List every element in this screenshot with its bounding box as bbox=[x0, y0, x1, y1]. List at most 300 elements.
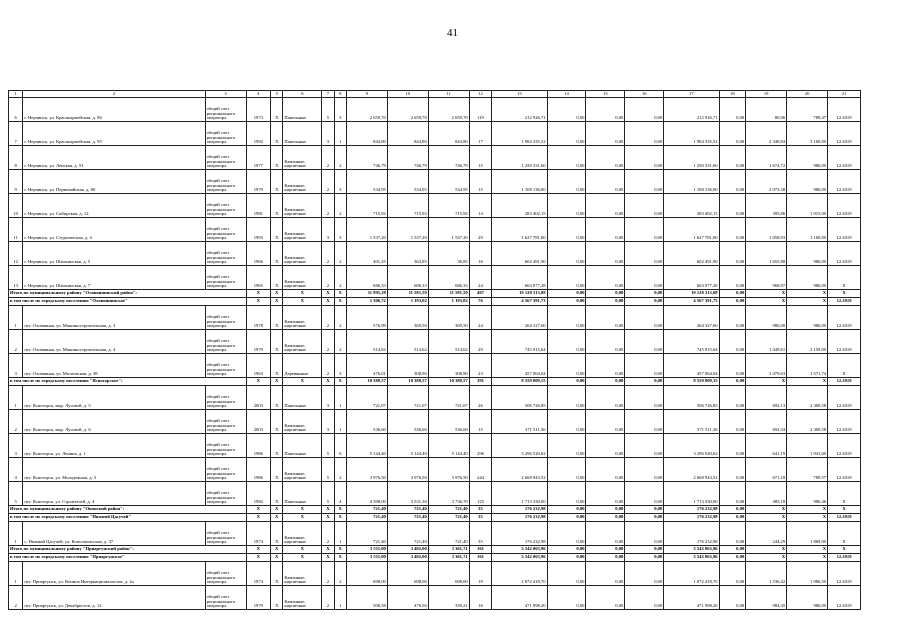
table-row bbox=[9, 386, 861, 410]
subtotal-cell: 3 542 063,96 bbox=[664, 546, 719, 554]
table-cell: 16 bbox=[469, 242, 492, 266]
subtotal-cell: Х bbox=[322, 378, 334, 386]
subtotal-cell: 176 232,98 bbox=[664, 514, 719, 522]
table-cell: Х bbox=[271, 218, 283, 242]
subtotal-cell: 3 542 063,96 bbox=[492, 554, 547, 562]
table-cell: Панельные bbox=[283, 98, 322, 122]
table-cell: 283 402,15 bbox=[664, 194, 719, 218]
table-cell: Каменные, кирпичные bbox=[283, 218, 322, 242]
table-cell: 1 537,20 bbox=[346, 218, 387, 242]
table-cell: 2 bbox=[9, 410, 23, 434]
table-cell: 1 bbox=[334, 586, 346, 610]
subtotal-cell: 721,40 bbox=[428, 514, 469, 522]
table-cell: 12.2019 bbox=[828, 98, 861, 122]
table-cell: общий счет регионального оператора bbox=[205, 306, 246, 330]
table-cell: г. Нерчинск, ул. Первомайская, д. 80 bbox=[23, 170, 205, 194]
table-cell: 1 713 330,00 bbox=[492, 482, 547, 506]
subtotal-cell: 8 559 009,15 bbox=[664, 378, 719, 386]
table-cell: 296 bbox=[469, 434, 492, 458]
table-cell: Х bbox=[271, 434, 283, 458]
table-cell: Х bbox=[271, 354, 283, 378]
table-cell: 1 941,00 bbox=[787, 434, 828, 458]
subtotal-cell: Х bbox=[334, 554, 346, 562]
subtotal-cell: 176 232,98 bbox=[664, 506, 719, 514]
table-cell: 0,00 bbox=[586, 218, 625, 242]
table-cell: 0,00 bbox=[719, 434, 746, 458]
table-cell: 0,00 bbox=[625, 522, 664, 546]
table-cell: 471 998,20 bbox=[492, 586, 547, 610]
subtotal-cell: 0,00 bbox=[586, 290, 625, 298]
subtotal-label: в том числе по городскому поселению "Оловяннинское" bbox=[9, 298, 247, 306]
table-cell: 0,00 bbox=[586, 586, 625, 610]
subtotal-cell: 1 193,02 bbox=[387, 298, 428, 306]
table-cell: 1 627 781,00 bbox=[492, 218, 547, 242]
table-cell: 1 449,61 bbox=[746, 330, 787, 354]
table-cell: Х bbox=[271, 522, 283, 546]
subtotal-cell: Х bbox=[334, 514, 346, 522]
table-cell: 1979 bbox=[246, 170, 271, 194]
table-cell: 0,00 bbox=[625, 266, 664, 290]
table-cell: общий счет регионального оператора bbox=[205, 266, 246, 290]
table-cell: 16 bbox=[469, 586, 492, 610]
housing-registry-table bbox=[8, 90, 861, 610]
table-cell: 1992 bbox=[246, 122, 271, 146]
table-cell: 0,00 bbox=[586, 522, 625, 546]
table-cell: 2 659,70 bbox=[346, 98, 387, 122]
subtotal-cell: 0,00 bbox=[547, 298, 586, 306]
column-number-4: 4 bbox=[246, 91, 271, 98]
table-cell: 746,79 bbox=[428, 146, 469, 170]
table-cell: 363,85 bbox=[387, 242, 428, 266]
table-cell: 2 bbox=[322, 562, 334, 586]
table-cell: 4 398,00 bbox=[346, 482, 387, 506]
table-cell: 968,97 bbox=[746, 266, 787, 290]
table-cell: 671,18 bbox=[746, 458, 787, 482]
table-cell: 0,00 bbox=[625, 386, 664, 410]
table-cell: 11 bbox=[9, 218, 23, 242]
column-number-6: 6 bbox=[283, 91, 322, 98]
subtotal-cell: 3 542 063,96 bbox=[664, 554, 719, 562]
table-cell: 0,00 bbox=[719, 586, 746, 610]
table-cell: общий счет регионального оператора bbox=[205, 194, 246, 218]
table-cell: 0,00 bbox=[719, 458, 746, 482]
column-number-8: 8 bbox=[334, 91, 346, 98]
table-cell: 0,00 bbox=[719, 522, 746, 546]
table-cell: 0,00 bbox=[625, 330, 664, 354]
column-number-19: 19 bbox=[746, 91, 787, 98]
table-cell: 0,00 bbox=[586, 482, 625, 506]
subtotal-label: в том числе по городскому поселению "Ясногорское": bbox=[9, 378, 247, 386]
table-cell: 0,00 bbox=[547, 522, 586, 546]
table-cell: 0,00 bbox=[719, 482, 746, 506]
table-cell: 686,33 bbox=[346, 266, 387, 290]
table-row bbox=[9, 522, 861, 546]
table-cell: 2 bbox=[322, 242, 334, 266]
table-cell: 0,00 bbox=[625, 242, 664, 266]
column-number-18: 18 bbox=[719, 91, 746, 98]
subtotal-cell: 0,00 bbox=[719, 554, 746, 562]
table-cell: 244 bbox=[469, 458, 492, 482]
table-cell: 1 869,00 bbox=[787, 522, 828, 546]
table-cell: пгт. Ясногорск, мкр. Луговой, д. 5 bbox=[23, 386, 205, 410]
table-cell: 1 bbox=[9, 386, 23, 410]
table-cell: 986,00 bbox=[787, 306, 828, 330]
subtotal-cell: Х bbox=[283, 546, 322, 554]
subtotal-cell: 0,00 bbox=[547, 506, 586, 514]
table-cell: Каменные, кирпичные bbox=[283, 242, 322, 266]
table-cell: 986,00 bbox=[746, 306, 787, 330]
table-cell: 1 058,93 bbox=[746, 218, 787, 242]
column-number-11: 11 bbox=[428, 91, 469, 98]
subtotal-cell: Х bbox=[334, 506, 346, 514]
table-cell: 6 bbox=[334, 434, 346, 458]
subtotal-cell: Х bbox=[283, 378, 322, 386]
table-cell: 2 300,58 bbox=[787, 410, 828, 434]
table-cell: 1963 bbox=[246, 354, 271, 378]
table-cell: 24 bbox=[469, 266, 492, 290]
table-cell: 0,00 bbox=[719, 266, 746, 290]
table-cell: 0,00 bbox=[719, 306, 746, 330]
table-cell: общий счет регионального оператора bbox=[205, 330, 246, 354]
table-cell: 1 015,00 bbox=[787, 194, 828, 218]
subtotal-cell: 467 bbox=[469, 290, 492, 298]
table-cell: пгт. Ясногорск, мкр. Луговой, д. 6 bbox=[23, 410, 205, 434]
table-cell: 1982 bbox=[246, 482, 271, 506]
table-cell: Каменные, кирпичные bbox=[283, 410, 322, 434]
table-cell: 0,00 bbox=[719, 146, 746, 170]
subtotal-cell: Х bbox=[746, 506, 787, 514]
table-cell: 176 232,98 bbox=[664, 522, 719, 546]
subtotal-label: Итого по муниципальному району "Приаргунский район": bbox=[9, 546, 247, 554]
table-cell: 371 511,36 bbox=[492, 410, 547, 434]
table-cell: Х bbox=[828, 354, 861, 378]
subtotal-cell: Х bbox=[334, 290, 346, 298]
table-cell: 12.2019 bbox=[828, 122, 861, 146]
subtotal-cell: 0,00 bbox=[586, 506, 625, 514]
subtotal-cell: Х bbox=[322, 554, 334, 562]
subtotal-cell: Х bbox=[787, 378, 828, 386]
column-number-2: 2 bbox=[23, 91, 205, 98]
table-row bbox=[9, 434, 861, 458]
table-cell: 0,00 bbox=[625, 410, 664, 434]
table-cell: 508,58 bbox=[346, 586, 387, 610]
column-number-5: 5 bbox=[271, 91, 283, 98]
table-cell: 0,00 bbox=[719, 330, 746, 354]
table-cell: 534,95 bbox=[346, 170, 387, 194]
subtotal-label: Итого по муниципальному району "Оловяннинский район": bbox=[9, 290, 247, 298]
subtotal-cell: Х bbox=[322, 290, 334, 298]
table-cell: общий счет регионального оператора bbox=[205, 562, 246, 586]
table-cell: 1 674,72 bbox=[746, 146, 787, 170]
table-cell: Панельные bbox=[283, 386, 322, 410]
table-cell: 602 491,90 bbox=[492, 242, 547, 266]
table-cell: 0,00 bbox=[586, 386, 625, 410]
table-cell: 2 bbox=[322, 522, 334, 546]
table-cell: г. Нерчинск, ул. Красноармейская, д. 86 bbox=[23, 98, 205, 122]
table-cell: 602 491,90 bbox=[664, 242, 719, 266]
table-cell: 369,50 bbox=[387, 306, 428, 330]
table-cell: 0,00 bbox=[625, 562, 664, 586]
table-cell: 3 bbox=[9, 434, 23, 458]
table-cell: 746,79 bbox=[346, 146, 387, 170]
subtotal-cell: 35 bbox=[469, 506, 492, 514]
table-cell: 0,00 bbox=[547, 306, 586, 330]
table-cell: 1 986,50 bbox=[787, 562, 828, 586]
table-cell: 844,80 bbox=[428, 122, 469, 146]
table-cell: 745 915,64 bbox=[664, 330, 719, 354]
subtotal-row bbox=[9, 506, 861, 514]
table-cell: 0,00 bbox=[547, 434, 586, 458]
subtotal-cell: Х bbox=[283, 506, 322, 514]
table-cell: 1 627 781,00 bbox=[664, 218, 719, 242]
table-cell: 15 bbox=[469, 170, 492, 194]
table-cell: 0,00 bbox=[547, 98, 586, 122]
table-cell: Каменные, кирпичные bbox=[283, 306, 322, 330]
table-cell: 125 bbox=[469, 482, 492, 506]
table-cell: 641,19 bbox=[746, 434, 787, 458]
table-cell: 2 300,58 bbox=[787, 386, 828, 410]
table-cell: 3 bbox=[334, 218, 346, 242]
table-cell: 5 bbox=[322, 482, 334, 506]
subtotal-cell: 391 bbox=[469, 378, 492, 386]
table-cell: 3 bbox=[334, 354, 346, 378]
table-cell: 339,21 bbox=[428, 586, 469, 610]
table-cell: 986,00 bbox=[787, 146, 828, 170]
table-cell: 0,00 bbox=[719, 218, 746, 242]
subtotal-cell: 10 388,57 bbox=[346, 378, 387, 386]
table-cell: 1986 bbox=[246, 458, 271, 482]
table-cell: 14 bbox=[469, 194, 492, 218]
table-cell: 0,00 bbox=[547, 146, 586, 170]
table-cell: 2 bbox=[334, 194, 346, 218]
subtotal-cell: Х bbox=[246, 298, 271, 306]
table-cell: 534,95 bbox=[387, 170, 428, 194]
table-cell: 1 984 335,52 bbox=[492, 122, 547, 146]
table-cell: 986,00 bbox=[787, 242, 828, 266]
table-cell: Каменные, кирпичные bbox=[283, 522, 322, 546]
table-cell: общий счет регионального оператора bbox=[205, 458, 246, 482]
table-row bbox=[9, 146, 861, 170]
table-cell: Каменные, кирпичные bbox=[283, 330, 322, 354]
subtotal-cell: 3 361,71 bbox=[428, 546, 469, 554]
subtotal-cell: Х bbox=[246, 514, 271, 522]
table-cell: 0,00 bbox=[547, 170, 586, 194]
table-cell: 0,00 bbox=[719, 242, 746, 266]
subtotal-cell: 0,00 bbox=[719, 546, 746, 554]
subtotal-cell: 176 232,98 bbox=[492, 514, 547, 522]
table-cell: общий счет регионального оператора bbox=[205, 122, 246, 146]
table-cell: 0,00 bbox=[586, 98, 625, 122]
table-cell: 12.2018 bbox=[828, 458, 861, 482]
subtotal-row bbox=[9, 546, 861, 554]
subtotal-cell: 161 bbox=[469, 554, 492, 562]
table-cell: пгт. Оловянная, ул. Машиностроительная, д. 3 bbox=[23, 306, 205, 330]
table-cell: 2 bbox=[334, 242, 346, 266]
table-cell: Панельные bbox=[283, 434, 322, 458]
table-cell: 2 bbox=[322, 306, 334, 330]
table-cell: Х bbox=[271, 386, 283, 410]
table-cell: Каменные, кирпичные bbox=[283, 458, 322, 482]
table-cell: 1 250 331,60 bbox=[492, 146, 547, 170]
table-cell: 2 bbox=[334, 266, 346, 290]
column-number-10: 10 bbox=[387, 91, 428, 98]
subtotal-cell: 0,00 bbox=[719, 378, 746, 386]
table-cell: 715,92 bbox=[428, 194, 469, 218]
table-cell: 715,92 bbox=[346, 194, 387, 218]
table-cell: 1 571,74 bbox=[787, 354, 828, 378]
table-cell: 1 536,42 bbox=[746, 562, 787, 586]
table-cell: 0,00 bbox=[719, 98, 746, 122]
subtotal-cell: Х bbox=[828, 506, 861, 514]
subtotal-cell: Х bbox=[271, 298, 283, 306]
table-cell: 371 511,36 bbox=[664, 410, 719, 434]
table-cell: 4 bbox=[9, 458, 23, 482]
table-cell: 0,00 bbox=[547, 194, 586, 218]
table-cell: Каменные, кирпичные bbox=[283, 586, 322, 610]
table-cell: г. Нерчинск, ул. Шилкинская, д. 7 bbox=[23, 266, 205, 290]
subtotal-cell: 3 511,00 bbox=[346, 554, 387, 562]
table-body bbox=[9, 98, 861, 610]
table-cell: 1973 bbox=[246, 98, 271, 122]
subtotal-cell: Х bbox=[283, 290, 322, 298]
table-cell: 2 bbox=[9, 586, 23, 610]
table-cell: 1 bbox=[9, 562, 23, 586]
table-cell: 721,40 bbox=[387, 522, 428, 546]
table-cell: 692,13 bbox=[746, 386, 787, 410]
subtotal-label: в том числе по городскому поселению "Нижний Цасучей" bbox=[9, 514, 247, 522]
table-cell: 0,00 bbox=[547, 218, 586, 242]
table-cell: общий счет регионального оператора bbox=[205, 522, 246, 546]
table-cell: 986,00 bbox=[787, 170, 828, 194]
table-cell: 3 bbox=[334, 98, 346, 122]
table-cell: 2 659,70 bbox=[428, 98, 469, 122]
table-cell: 9 bbox=[9, 170, 23, 194]
table-cell: 746,79 bbox=[387, 146, 428, 170]
subtotal-cell: 0,00 bbox=[547, 378, 586, 386]
table-cell: Х bbox=[828, 522, 861, 546]
table-cell: 1 072 418,70 bbox=[492, 562, 547, 586]
table-cell: 1979 bbox=[246, 586, 271, 610]
table-cell: 5 bbox=[9, 482, 23, 506]
table-cell: Х bbox=[271, 562, 283, 586]
column-number-12: 12 bbox=[469, 91, 492, 98]
subtotal-cell: 0,00 bbox=[547, 546, 586, 554]
subtotal-cell: 3 361,71 bbox=[428, 554, 469, 562]
table-cell: 3 531,30 bbox=[387, 482, 428, 506]
table-cell: 244,29 bbox=[746, 522, 787, 546]
subtotal-cell: 0,00 bbox=[547, 514, 586, 522]
subtotal-cell: 0,00 bbox=[719, 514, 746, 522]
subtotal-cell: Х bbox=[322, 514, 334, 522]
table-cell: 12.2019 bbox=[828, 306, 861, 330]
table-row bbox=[9, 458, 861, 482]
table-cell: 6 bbox=[9, 98, 23, 122]
column-number-20: 20 bbox=[787, 91, 828, 98]
table-cell: 0,00 bbox=[547, 330, 586, 354]
table-cell: г. Нерчинск, ул. Шилкинская, д. 5 bbox=[23, 242, 205, 266]
table-cell: 514,62 bbox=[428, 330, 469, 354]
subtotal-label: Итого по муниципальному району "Ононский район": bbox=[9, 506, 247, 514]
table-cell: Х bbox=[271, 194, 283, 218]
table-cell: 2 bbox=[322, 194, 334, 218]
table-cell: 721,40 bbox=[346, 522, 387, 546]
table-cell: 1 bbox=[9, 306, 23, 330]
table-cell: 2 bbox=[334, 306, 346, 330]
table-cell: 0,00 bbox=[625, 218, 664, 242]
subtotal-cell: Х bbox=[271, 378, 283, 386]
table-cell: 721,40 bbox=[428, 522, 469, 546]
table-cell: 789,57 bbox=[787, 458, 828, 482]
subtotal-cell: 721,40 bbox=[346, 514, 387, 522]
table-cell: 0,00 bbox=[719, 122, 746, 146]
column-number-3: 3 bbox=[205, 91, 246, 98]
table-cell: 0,00 bbox=[625, 306, 664, 330]
subtotal-cell: Х bbox=[746, 554, 787, 562]
table-cell: 0,00 bbox=[625, 586, 664, 610]
table-cell: Панельные bbox=[283, 122, 322, 146]
table-cell: 984,35 bbox=[746, 586, 787, 610]
table-cell: 536,60 bbox=[346, 410, 387, 434]
table-cell: 686,33 bbox=[428, 266, 469, 290]
table-cell: г. Нерчинск, ул. Ленская, д. 53 bbox=[23, 146, 205, 170]
table-row bbox=[9, 194, 861, 218]
table-cell: 1965 bbox=[246, 266, 271, 290]
subtotal-cell: 1 193,02 bbox=[428, 298, 469, 306]
table-cell: 1 108 136,00 bbox=[492, 170, 547, 194]
table-cell: 0,00 bbox=[547, 562, 586, 586]
table-cell: 7 bbox=[9, 122, 23, 146]
table-cell: 1979 bbox=[246, 330, 271, 354]
table-cell: 0,00 bbox=[625, 122, 664, 146]
table-cell: 2 bbox=[334, 146, 346, 170]
table-cell: 26 bbox=[469, 386, 492, 410]
subtotal-cell: Х bbox=[271, 546, 283, 554]
table-cell: 1 bbox=[334, 410, 346, 434]
table-cell: 663 077,28 bbox=[664, 266, 719, 290]
table-cell: 2 159,00 bbox=[787, 330, 828, 354]
table-cell: 1993 bbox=[246, 218, 271, 242]
table-row bbox=[9, 306, 861, 330]
table-row bbox=[9, 330, 861, 354]
subtotal-cell: Х bbox=[322, 298, 334, 306]
subtotal-cell: 0,00 bbox=[586, 378, 625, 386]
table-row bbox=[9, 354, 861, 378]
table-cell: 721,07 bbox=[387, 386, 428, 410]
table-cell: 3 296 520,62 bbox=[664, 434, 719, 458]
table-cell: Панельные bbox=[283, 482, 322, 506]
table-cell: 721,07 bbox=[346, 386, 387, 410]
page-number: 41 bbox=[447, 27, 458, 39]
column-number-15: 15 bbox=[586, 91, 625, 98]
subtotal-cell: Х bbox=[271, 554, 283, 562]
table-cell: 536,60 bbox=[428, 410, 469, 434]
subtotal-cell: Х bbox=[246, 546, 271, 554]
table-cell: 457 064,04 bbox=[664, 354, 719, 378]
table-cell: 3 bbox=[322, 386, 334, 410]
table-cell: Х bbox=[271, 242, 283, 266]
table-cell: общий счет регионального оператора bbox=[205, 354, 246, 378]
table-cell: 35 bbox=[469, 522, 492, 546]
table-cell: 1981 bbox=[246, 194, 271, 218]
table-cell: общий счет регионального оператора bbox=[205, 482, 246, 506]
table-cell: 0,00 bbox=[586, 410, 625, 434]
table-cell: 0,00 bbox=[719, 386, 746, 410]
subtotal-cell: Х bbox=[246, 506, 271, 514]
subtotal-cell: Х bbox=[746, 514, 787, 522]
table-cell: 29 bbox=[469, 218, 492, 242]
column-number-9: 9 bbox=[346, 91, 387, 98]
table-cell: 2 bbox=[334, 562, 346, 586]
